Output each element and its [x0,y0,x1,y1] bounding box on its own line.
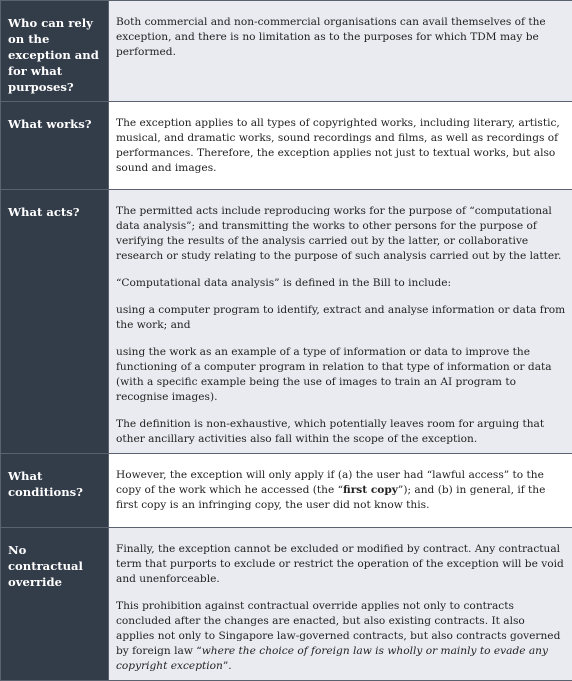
table-row [1,102,572,190]
row-content [109,190,572,454]
text-run: Finally, the exception cannot be excluded or modified by contract. Any contractual term that purports to exclude or restrict the operation of the exception will be void and unenforceable. [116,543,564,585]
italic-quote: where the choice of foreign law is wholly or mainly to evade any copyright exception [116,645,548,672]
paragraph [116,204,566,264]
paragraph [116,542,566,587]
text-run: ”. [223,660,232,672]
row-content [109,1,572,102]
text-run: ”); and (b) in general, if the first copy is an infringing copy, the user did not know this. [116,484,545,511]
row-label: No contractual override [1,528,109,681]
table-row [1,1,572,102]
row-label: What acts? [1,190,109,454]
row-content [109,102,572,190]
paragraph [116,303,566,333]
text-run: using a computer program to identify, extract and analyse information or data from the work; and [116,304,565,331]
paragraph [116,599,566,674]
text-run: using the work as an example of a type of information or data to improve the functioning of a computer program in relation to that type of information or data (with a specific example being the use of images to train an AI program to recognise images). [116,346,552,403]
paragraph [116,417,566,447]
text-run: “Computational data analysis” is defined in the Bill to include: [116,277,451,289]
row-label: What conditions? [1,454,109,528]
paragraph [116,116,566,176]
table-row [1,528,572,681]
row-label: Who can rely on the exception and for what purposes? [1,1,109,102]
paragraph [116,345,566,405]
text-run: The definition is non-exhaustive, which potentially leaves room for arguing that other ancillary activities also fall within the scope of the exception. [116,418,544,445]
text-run: The permitted acts include reproducing works for the purpose of “computational data analysis”; and transmitting the works to other persons for the purpose of verifying the results of the analysis carried out by the latter, or collaborative research or study relating to the purpose of such analysis carried out by the latter. [116,205,561,262]
paragraph [116,468,566,513]
row-label: What works? [1,102,109,190]
table-row [1,190,572,454]
row-content [109,528,572,681]
table-row [1,454,572,528]
text-run: The exception applies to all types of copyrighted works, including literary, artistic, musical, and dramatic works, sound recordings and films, as well as recordings of performances. Therefore, the exception applies not just to textual works, but also sound and images. [116,117,560,174]
text-run: Both commercial and non-commercial organisations can avail themselves of the exception, and there is no limitation as to the purposes for which TDM may be performed. [116,16,546,58]
text-run: This prohibition against contractual override applies not only to contracts concluded after the changes are enacted, but also existing contracts. It also applies not only to Singapore law-governed contracts, but also contracts governed by foreign law “ [116,600,560,657]
row-content [109,454,572,528]
paragraph [116,15,566,60]
bold-term: first copy [343,484,398,496]
paragraph [116,276,566,291]
text-run: However, the exception will only apply if (a) the user had “lawful access” to the copy of the work which he accessed (the “ [116,469,544,496]
